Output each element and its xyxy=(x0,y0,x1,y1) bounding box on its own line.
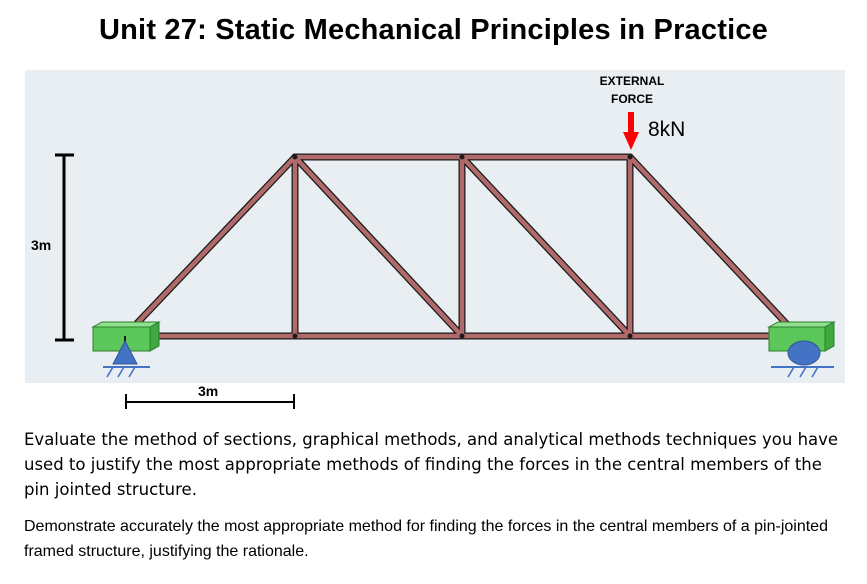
force-arrow-shaft xyxy=(628,112,634,134)
force-value: 8kN xyxy=(648,118,686,141)
external-force-label-line1: EXTERNAL xyxy=(599,74,665,88)
height-dimension-label: 3m xyxy=(31,237,52,253)
demonstrate-paragraph: Demonstrate accurately the most appropriate method for finding the forces in the central members of a pin-jointed framed structure, justifying the rationale. xyxy=(24,518,828,560)
evaluate-paragraph: Evaluate the method of sections, graphical methods, and analytical methods techniques you have used to justify the most appropriate methods of finding the forces in the central members of the pin jointed structure. xyxy=(24,430,839,499)
external-force-label-line2: FORCE xyxy=(611,92,653,106)
panel-dimension-label: 3m xyxy=(198,383,219,399)
roller-icon xyxy=(788,341,820,365)
page-title: Unit 27: Static Mechanical Principles in Practice xyxy=(99,14,768,46)
